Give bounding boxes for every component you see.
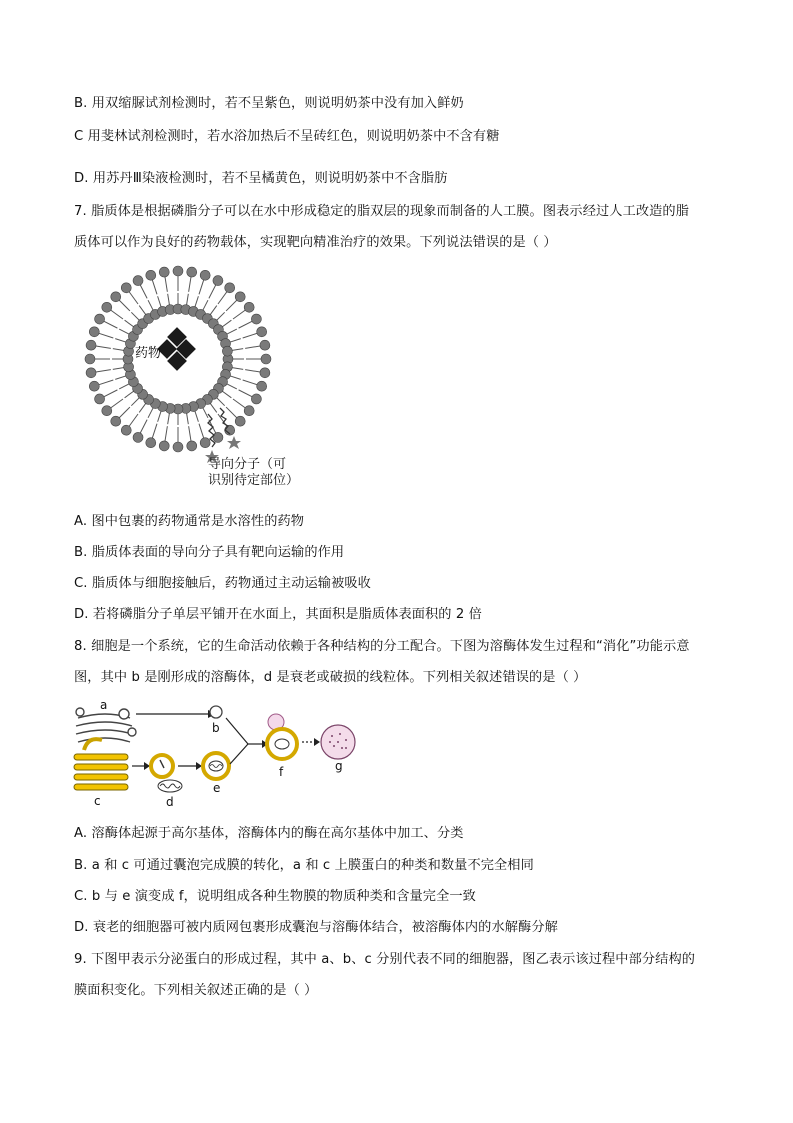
q8-stem-line2: 图，其中 b 是刚形成的溶酶体，d 是衰老或破损的线粒体。下列相关叙述错误的是（ ） — [74, 670, 587, 685]
label-f: f — [279, 765, 284, 779]
new-lysosome-b — [210, 706, 222, 718]
guide-label-line2: 识别待定部位） — [208, 473, 300, 488]
q7-stem-line2: 质体可以作为良好的药物载体，实现靶向精准治疗的效果。下列说法错误的是（ ） — [74, 235, 557, 250]
q7-option-a: A. 图中包裹的药物通常是水溶性的药物 — [74, 514, 305, 529]
q8-option-c: C. b 与 e 演变成 f，说明组成各种生物膜的物质种类和含量完全一致 — [74, 889, 476, 904]
q9-stem-line1: 9. 下图甲表示分泌蛋白的形成过程，其中 a、b、c 分别代表不同的细胞器，图乙表示该过程中部分结构的 — [74, 952, 696, 967]
label-g: g — [335, 759, 343, 773]
label-c: c — [94, 794, 101, 808]
q6-option-d: D. 用苏丹Ⅲ染液检测时，若不呈橘黄色，则说明奶茶中不含脂肪 — [74, 171, 448, 186]
vesicle-forming — [151, 755, 173, 777]
label-a: a — [100, 698, 108, 712]
q7-option-c: C. 脂质体与细胞接触后，药物通过主动运输被吸收 — [74, 576, 371, 591]
q6-option-c: C 用斐林试剂检测时，若水浴加热后不呈砖红色，则说明奶茶中不含有糖 — [74, 129, 500, 144]
q8-option-a: A. 溶酶体起源于高尔基体，溶酶体内的酶在高尔基体中加工、分类 — [74, 826, 464, 841]
label-d: d — [166, 795, 174, 809]
lysosome-figure — [70, 698, 370, 810]
q8-option-d: D. 衰老的细胞器可被内质网包裹形成囊泡与溶酶体结合，被溶酶体内的水解酶分解 — [74, 920, 558, 935]
label-b: b — [212, 721, 220, 735]
liposome-figure — [80, 262, 330, 498]
q7-stem-line1: 7. 脂质体是根据磷脂分子可以在水中形成稳定的脂双层的现象而制备的人工膜。图表示经过人工改造的脂 — [74, 204, 690, 219]
q8-stem-line1: 8. 细胞是一个系统，它的生命活动依赖于各种结构的分工配合。下图为溶酶体发生过程和“消化”功能示意 — [74, 639, 690, 654]
guide-label-line1: 导向分子（可 — [208, 457, 287, 472]
q6-option-b: B. 用双缩脲试剂检测时，若不呈紫色，则说明奶茶中没有加入鲜奶 — [74, 96, 464, 111]
label-e: e — [213, 781, 221, 795]
q7-option-d: D. 若将磷脂分子单层平铺开在水面上，其面积是脂质体表面积的 2 倍 — [74, 607, 482, 622]
endoplasmic-reticulum — [74, 739, 128, 790]
q8-option-b: B. a 和 c 可通过囊泡完成膜的转化，a 和 c 上膜蛋白的种类和数量不完全相同 — [74, 858, 534, 873]
golgi-apparatus — [76, 708, 136, 742]
drug-label: 药物 — [135, 346, 162, 361]
q9-stem-line2: 膜面积变化。下列相关叙述正确的是（ ） — [74, 983, 318, 998]
q7-option-b: B. 脂质体表面的导向分子具有靶向运输的作用 — [74, 545, 345, 560]
